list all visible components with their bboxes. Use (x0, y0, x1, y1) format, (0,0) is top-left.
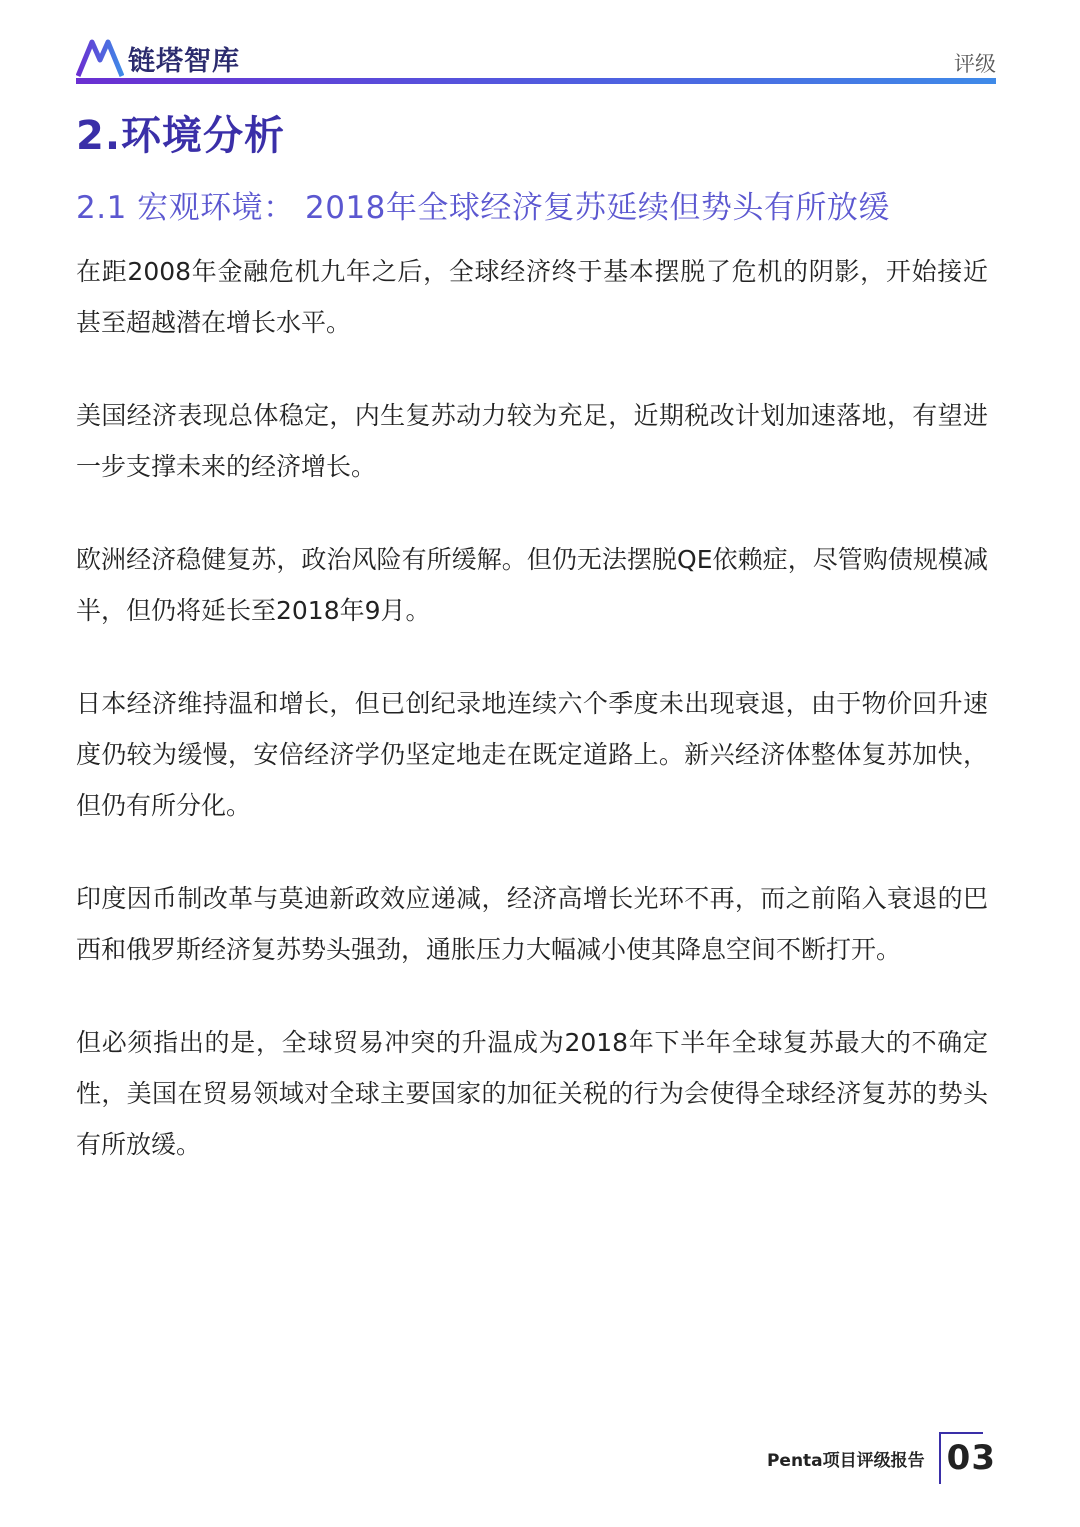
paragraph: 印度因币制改革与莫迪新政效应递减，经济高增长光环不再，而之前陷入衰退的巴西和俄罗斯经济复苏势头强劲，通胀压力大幅减小使其降息空间不断打开。 (76, 884, 988, 964)
paragraph: 欧洲经济稳健复苏，政治风险有所缓解。但仍无法摆脱QE依赖症，尽管购债规模减半，但仍将延长至2018年9月。 (76, 545, 988, 625)
brand-logo (76, 38, 240, 78)
paragraph: 美国经济表现总体稳定，内生复苏动力较为充足，近期税改计划加速落地，有望进一步支撑未来的经济增长。 (76, 401, 988, 481)
header-divider (76, 78, 996, 84)
subsection-title: 2.1 宏观环境： 2018年全球经济复苏延续但势头有所放缓 (76, 190, 890, 226)
page-number-box (939, 1432, 996, 1484)
paragraph: 但必须指出的是，全球贸易冲突的升温成为2018年下半年全球复苏最大的不确定性，美国在贸易领域对全球主要国家的加征关税的行为会使得全球经济复苏的势头有所放缓。 (76, 1028, 988, 1159)
page-footer (767, 1432, 996, 1484)
section-title: 2.环境分析 (76, 113, 286, 159)
brand-name: 链塔智库 (128, 45, 240, 77)
report-label: Penta项目评级报告 (766, 1450, 925, 1471)
brand-mark-icon (76, 38, 124, 78)
page-number: 03 (946, 1438, 996, 1478)
header-tag: 评级 (954, 52, 996, 76)
paragraph: 日本经济维持温和增长，但已创纪录地连续六个季度未出现衰退，由于物价回升速度仍较为缓慢，安倍经济学仍坚定地走在既定道路上。新兴经济体整体复苏加快，但仍有所分化。 (76, 689, 988, 820)
paragraph: 在距2008年金融危机九年之后，全球经济终于基本摆脱了危机的阴影，开始接近甚至超越潜在增长水平。 (76, 257, 988, 337)
body-content (76, 246, 988, 1212)
